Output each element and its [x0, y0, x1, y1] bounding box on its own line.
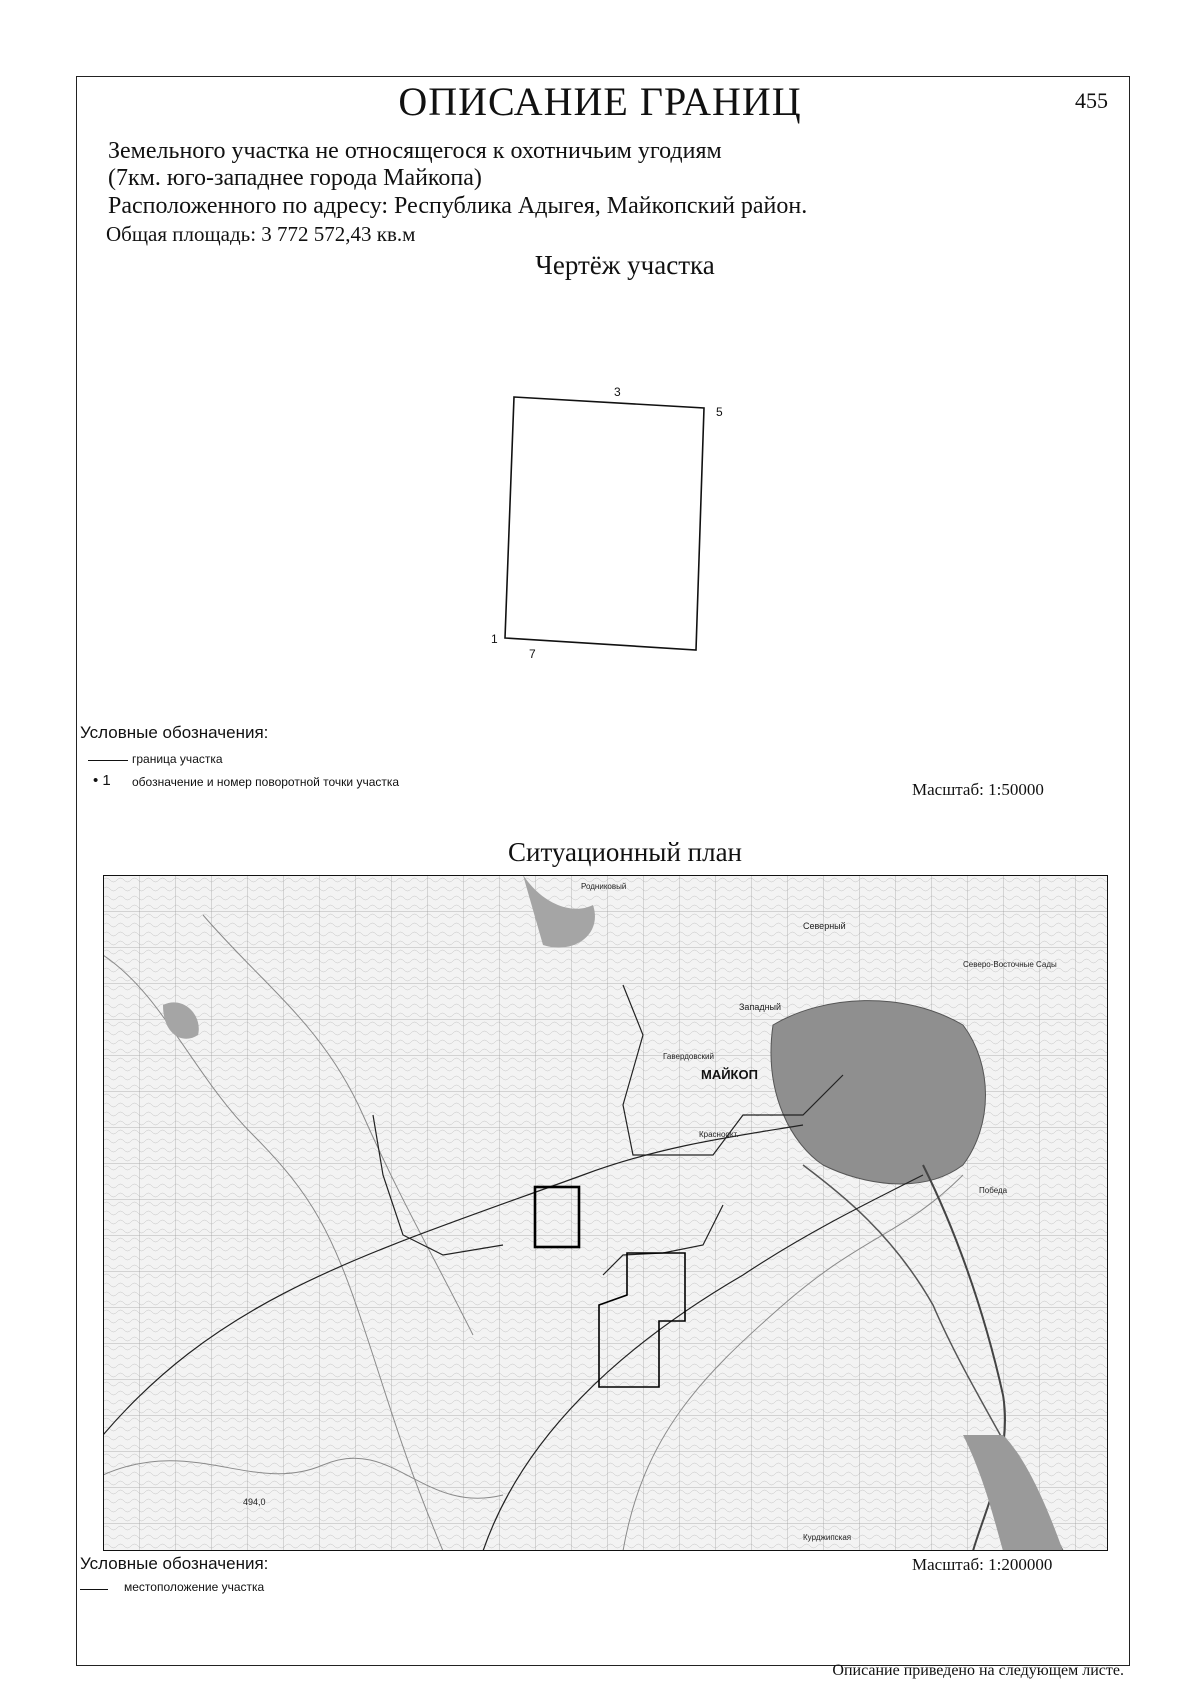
map-label-gaverdovsky: Гавердовский	[663, 1052, 714, 1061]
plan-title: Ситуационный план	[507, 837, 743, 867]
page-title: ОПИСАНИЕ ГРАНИЦ	[398, 79, 802, 124]
legend-heading: Условные обозначения:	[80, 723, 269, 742]
map-label-north: Северный	[803, 921, 846, 931]
page-number: 455	[1075, 88, 1108, 113]
legend2-location: местоположение участка	[124, 1580, 265, 1594]
situation-map	[103, 875, 1108, 1551]
map-label-ne-gardens: Северо-Восточные Сады	[963, 960, 1057, 969]
map-label-city: МАЙКОП	[701, 1067, 758, 1082]
parcel-line-1: Земельного участка не относящегося к охотничьим угодиям	[108, 138, 722, 164]
legend2-heading: Условные обозначения:	[80, 1554, 269, 1573]
map-label-pobeda: Победа	[979, 1186, 1008, 1195]
point-label-5: 5	[716, 405, 723, 419]
point-marker-symbol: • 1	[93, 772, 111, 789]
parcel-area: Общая площадь: 3 772 572,43 кв.м	[106, 222, 416, 246]
point-label-7: 7	[529, 647, 536, 661]
parcel-drawing	[0, 0, 1200, 700]
map-label-west: Западный	[739, 1002, 782, 1012]
location-line-symbol	[80, 1589, 108, 1590]
drawing-scale: Масштаб: 1:50000	[912, 780, 1044, 799]
footer-note: Описание приведено на следующем листе.	[832, 1662, 1124, 1679]
point-label-3: 3	[614, 385, 621, 399]
legend-boundary: граница участка	[132, 752, 223, 766]
parcel-address: Расположенного по адресу: Республика Адыгея, Майкопский район.	[108, 193, 808, 219]
map-label-kurdzhipskaya: Курджипская	[803, 1533, 852, 1542]
parcel-line-2: (7км. юго-западнее города Майкопа)	[108, 165, 482, 191]
plan-scale: Масштаб: 1:200000	[912, 1555, 1053, 1574]
map-label-height: 494,0	[243, 1497, 266, 1507]
legend-point-desc: обозначение и номер поворотной точки участка	[132, 775, 400, 789]
drawing-title: Чертёж участка	[535, 250, 715, 280]
point-label-1: 1	[491, 632, 498, 646]
parcel-boundary	[505, 397, 704, 650]
map-label-rodnikovy: Родниковый	[581, 882, 627, 891]
map-label-krasnooktyabrsky: Красноокт.	[699, 1130, 739, 1139]
boundary-line-symbol	[88, 760, 128, 761]
